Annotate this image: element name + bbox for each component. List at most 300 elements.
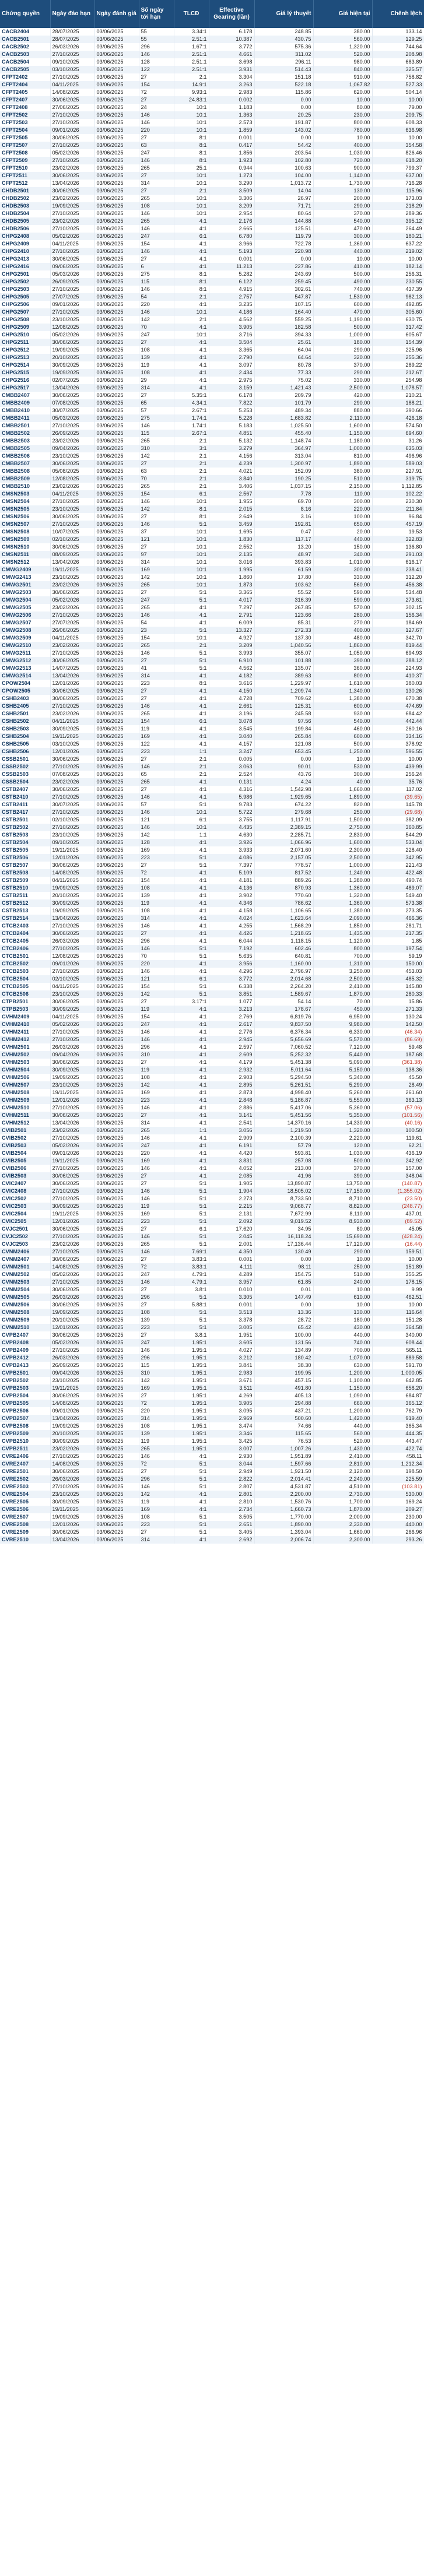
- theoretical-price-cell: 489.34: [254, 407, 313, 414]
- conversion-ratio-cell: 8:1: [174, 505, 209, 513]
- conversion-ratio-cell: 5:1: [174, 596, 209, 604]
- days-to-expiry-cell: 296: [139, 1043, 174, 1051]
- price-difference-cell: 35.76: [372, 778, 424, 786]
- warrant-code-cell: CMSN2509: [0, 536, 50, 543]
- valuation-date-cell: 03/06/2025: [94, 1354, 139, 1362]
- expiry-date-cell: 14/08/2025: [50, 1460, 94, 1468]
- current-price-cell: 280.00: [313, 612, 372, 619]
- theoretical-price-cell: 5,186.87: [254, 1097, 313, 1104]
- effective-gearing-cell: 4.728: [209, 695, 254, 702]
- conversion-ratio-cell: 4:1: [174, 922, 209, 930]
- table-row: [0, 1513, 424, 1521]
- theoretical-price-cell: 2,014.68: [254, 975, 313, 983]
- current-price-cell: 820.00: [313, 801, 372, 809]
- expiry-date-cell: 23/10/2025: [50, 1081, 94, 1089]
- effective-gearing-cell: 2.524: [209, 771, 254, 778]
- table-row: [0, 437, 424, 445]
- warrant-code-cell: CHPG2505: [0, 293, 50, 301]
- days-to-expiry-cell: 146: [139, 1187, 174, 1195]
- days-to-expiry-cell: 108: [139, 202, 174, 210]
- effective-gearing-cell: 10.387: [209, 36, 254, 43]
- valuation-date-cell: 03/06/2025: [94, 1422, 139, 1430]
- effective-gearing-cell: 2.954: [209, 210, 254, 217]
- current-price-cell: 590.00: [313, 596, 372, 604]
- table-row: [0, 180, 424, 187]
- valuation-date-cell: 03/06/2025: [94, 210, 139, 217]
- price-difference-cell: 527.33: [372, 81, 424, 89]
- days-to-expiry-cell: 265: [139, 1445, 174, 1453]
- expiry-date-cell: 13/04/2026: [50, 558, 94, 566]
- warrant-code-cell: CMWG2510: [0, 642, 50, 649]
- days-to-expiry-cell: 265: [139, 710, 174, 718]
- warrant-code-cell: CVRE2407: [0, 1460, 50, 1468]
- valuation-date-cell: 03/06/2025: [94, 1248, 139, 1256]
- current-price-cell: 2,730.00: [313, 1491, 372, 1498]
- current-price-cell: 5,150.00: [313, 1066, 372, 1074]
- effective-gearing-cell: 3.212: [209, 1354, 254, 1362]
- warrant-code-cell: CVPB2413: [0, 1362, 50, 1369]
- conversion-ratio-cell: 3.17:1: [174, 998, 209, 1006]
- conversion-ratio-cell: 5:1: [174, 1475, 209, 1483]
- effective-gearing-cell: 17.620: [209, 1225, 254, 1233]
- header-expiry-date: Ngày đáo hạn: [50, 0, 94, 28]
- days-to-expiry-cell: 27: [139, 96, 174, 104]
- current-price-cell: 1,850.00: [313, 922, 372, 930]
- valuation-date-cell: 03/06/2025: [94, 369, 139, 377]
- valuation-date-cell: 03/06/2025: [94, 604, 139, 612]
- price-difference-cell: 230.55: [372, 278, 424, 286]
- warrant-code-cell: CMBB2410: [0, 407, 50, 414]
- days-to-expiry-cell: 27: [139, 687, 174, 695]
- price-difference-cell: 436.19: [372, 1150, 424, 1157]
- table-row: [0, 558, 424, 566]
- current-price-cell: 1,380.00: [313, 907, 372, 915]
- theoretical-price-cell: 770.60: [254, 892, 313, 899]
- table-row: [0, 331, 424, 339]
- price-difference-cell: 716.28: [372, 180, 424, 187]
- expiry-date-cell: 14/08/2025: [50, 89, 94, 96]
- theoretical-price-cell: 203.54: [254, 149, 313, 157]
- expiry-date-cell: 19/09/2025: [50, 1074, 94, 1081]
- warrant-code-cell: CMBB2409: [0, 399, 50, 407]
- days-to-expiry-cell: 27: [139, 1112, 174, 1119]
- price-difference-cell: 636.98: [372, 126, 424, 134]
- days-to-expiry-cell: 27: [139, 1392, 174, 1400]
- valuation-date-cell: 03/06/2025: [94, 1453, 139, 1460]
- valuation-date-cell: 03/06/2025: [94, 96, 139, 104]
- price-difference-cell: 762.79: [372, 1407, 424, 1415]
- expiry-date-cell: 30/06/2025: [50, 172, 94, 180]
- warrant-code-cell: CSSB2504: [0, 778, 50, 786]
- effective-gearing-cell: 4.661: [209, 51, 254, 58]
- table-row: [0, 771, 424, 778]
- days-to-expiry-cell: 265: [139, 437, 174, 445]
- days-to-expiry-cell: 265: [139, 581, 174, 589]
- price-difference-cell: 982.13: [372, 293, 424, 301]
- effective-gearing-cell: 3.616: [209, 680, 254, 687]
- table-row: [0, 301, 424, 308]
- days-to-expiry-cell: 139: [139, 1316, 174, 1324]
- valuation-date-cell: 03/06/2025: [94, 134, 139, 142]
- valuation-date-cell: 03/06/2025: [94, 831, 139, 839]
- price-difference-cell: 221.43: [372, 862, 424, 869]
- theoretical-price-cell: 364.97: [254, 445, 313, 452]
- price-difference-cell: 273.61: [372, 596, 424, 604]
- effective-gearing-cell: 4.630: [209, 831, 254, 839]
- warrant-code-cell: CMWG2506: [0, 612, 50, 619]
- expiry-date-cell: 26/03/2026: [50, 43, 94, 51]
- price-difference-cell: 280.33: [372, 990, 424, 998]
- conversion-ratio-cell: 10:1: [174, 543, 209, 551]
- conversion-ratio-cell: 10:1: [174, 824, 209, 831]
- effective-gearing-cell: 3.511: [209, 1384, 254, 1392]
- current-price-cell: 590.00: [313, 589, 372, 596]
- table-row: [0, 1422, 424, 1430]
- expiry-date-cell: 30/06/2025: [50, 134, 94, 142]
- table-row: [0, 831, 424, 839]
- price-difference-cell: (16.44): [372, 1240, 424, 1248]
- price-difference-cell: 474.69: [372, 702, 424, 710]
- days-to-expiry-cell: 41: [139, 665, 174, 672]
- warrant-code-cell: CVPB2501: [0, 1369, 50, 1377]
- theoretical-price-cell: 80.64: [254, 210, 313, 217]
- theoretical-price-cell: 272.33: [254, 627, 313, 634]
- expiry-date-cell: 30/06/2025: [50, 1392, 94, 1400]
- current-price-cell: 1,180.00: [313, 437, 372, 445]
- effective-gearing-cell: 3.159: [209, 384, 254, 392]
- conversion-ratio-cell: 5:1: [174, 1187, 209, 1195]
- expiry-date-cell: 13/04/2026: [50, 915, 94, 922]
- expiry-date-cell: 26/03/2026: [50, 937, 94, 945]
- expiry-date-cell: 28/07/2025: [50, 36, 94, 43]
- price-difference-cell: 637.00: [372, 172, 424, 180]
- theoretical-price-cell: 101.79: [254, 399, 313, 407]
- days-to-expiry-cell: 247: [139, 233, 174, 240]
- current-price-cell: 10.00: [313, 134, 372, 142]
- table-row: [0, 1112, 424, 1119]
- effective-gearing-cell: 0.002: [209, 96, 254, 104]
- price-difference-cell: 340.00: [372, 1331, 424, 1339]
- price-difference-cell: 355.25: [372, 1271, 424, 1278]
- theoretical-price-cell: 54.42: [254, 142, 313, 149]
- effective-gearing-cell: 3.509: [209, 187, 254, 195]
- conversion-ratio-cell: 4:1: [174, 1021, 209, 1028]
- expiry-date-cell: 05/02/2026: [50, 1339, 94, 1347]
- current-price-cell: 220.00: [313, 505, 372, 513]
- conversion-ratio-cell: 4:1: [174, 346, 209, 354]
- table-row: [0, 1097, 424, 1104]
- theoretical-price-cell: 1,589.67: [254, 990, 313, 998]
- theoretical-price-cell: 1,921.50: [254, 1468, 313, 1475]
- theoretical-price-cell: 34.95: [254, 1225, 313, 1233]
- table-row: [0, 945, 424, 953]
- table-row: [0, 1006, 424, 1013]
- price-difference-cell: 208.98: [372, 51, 424, 58]
- effective-gearing-cell: 2.552: [209, 543, 254, 551]
- valuation-date-cell: 03/06/2025: [94, 1225, 139, 1233]
- days-to-expiry-cell: 154: [139, 983, 174, 990]
- effective-gearing-cell: 3.993: [209, 649, 254, 657]
- warrant-code-cell: CMWG2512: [0, 657, 50, 665]
- current-price-cell: 200.00: [313, 195, 372, 202]
- price-difference-cell: 533.04: [372, 839, 424, 846]
- table-row: [0, 763, 424, 771]
- conversion-ratio-cell: 4:1: [174, 240, 209, 248]
- current-price-cell: 700.00: [313, 1347, 372, 1354]
- expiry-date-cell: 09/04/2026: [50, 445, 94, 452]
- valuation-date-cell: 03/06/2025: [94, 513, 139, 521]
- effective-gearing-cell: 4.435: [209, 824, 254, 831]
- expiry-date-cell: 27/10/2025: [50, 968, 94, 975]
- valuation-date-cell: 03/06/2025: [94, 680, 139, 687]
- valuation-date-cell: 03/06/2025: [94, 1460, 139, 1468]
- effective-gearing-cell: 2.790: [209, 354, 254, 361]
- conversion-ratio-cell: 2.51:1: [174, 66, 209, 73]
- current-price-cell: 2,120.00: [313, 1468, 372, 1475]
- table-row: [0, 316, 424, 324]
- effective-gearing-cell: 2.983: [209, 89, 254, 96]
- current-price-cell: 570.00: [313, 604, 372, 612]
- warrant-code-cell: CFPT2509: [0, 157, 50, 164]
- valuation-date-cell: 03/06/2025: [94, 786, 139, 793]
- conversion-ratio-cell: 4:1: [174, 369, 209, 377]
- expiry-date-cell: 27/10/2025: [50, 945, 94, 953]
- warrant-code-cell: CVPB2502: [0, 1377, 50, 1384]
- effective-gearing-cell: 3.505: [209, 1513, 254, 1521]
- price-difference-cell: 322.83: [372, 536, 424, 543]
- effective-gearing-cell: 1.856: [209, 149, 254, 157]
- table-row: [0, 1089, 424, 1097]
- table-row: [0, 665, 424, 672]
- price-difference-cell: 573.38: [372, 899, 424, 907]
- days-to-expiry-cell: 154: [139, 490, 174, 498]
- theoretical-price-cell: 227.86: [254, 263, 313, 270]
- valuation-date-cell: 03/06/2025: [94, 195, 139, 202]
- theoretical-price-cell: 74.66: [254, 1422, 313, 1430]
- effective-gearing-cell: 6.780: [209, 233, 254, 240]
- valuation-date-cell: 03/06/2025: [94, 437, 139, 445]
- conversion-ratio-cell: 1.74:1: [174, 422, 209, 430]
- effective-gearing-cell: 5.109: [209, 869, 254, 877]
- price-difference-cell: 395.12: [372, 217, 424, 225]
- effective-gearing-cell: 3.304: [209, 73, 254, 81]
- days-to-expiry-cell: 265: [139, 778, 174, 786]
- warrant-code-cell: CMSN2505: [0, 505, 50, 513]
- days-to-expiry-cell: 310: [139, 1369, 174, 1377]
- current-price-cell: 460.00: [313, 725, 372, 733]
- table-row: [0, 498, 424, 505]
- theoretical-price-cell: 199.84: [254, 725, 313, 733]
- valuation-date-cell: 03/06/2025: [94, 1384, 139, 1392]
- current-price-cell: 2,110.00: [313, 414, 372, 422]
- effective-gearing-cell: 4.296: [209, 968, 254, 975]
- valuation-date-cell: 03/06/2025: [94, 1134, 139, 1142]
- warrant-code-cell: CHPG2416: [0, 263, 50, 270]
- current-price-cell: 4,510.00: [313, 1483, 372, 1491]
- days-to-expiry-cell: 27: [139, 657, 174, 665]
- valuation-date-cell: 03/06/2025: [94, 202, 139, 210]
- theoretical-price-cell: 61.85: [254, 1278, 313, 1286]
- conversion-ratio-cell: 2:1: [174, 460, 209, 468]
- theoretical-price-cell: 1,229.97: [254, 680, 313, 687]
- warrant-code-cell: CHDB2503: [0, 202, 50, 210]
- days-to-expiry-cell: 223: [139, 680, 174, 687]
- theoretical-price-cell: 9,837.50: [254, 1021, 313, 1028]
- expiry-date-cell: 27/10/2025: [50, 210, 94, 217]
- valuation-date-cell: 03/06/2025: [94, 1119, 139, 1127]
- days-to-expiry-cell: 146: [139, 225, 174, 233]
- expiry-date-cell: 30/06/2025: [50, 1225, 94, 1233]
- theoretical-price-cell: 6,376.34: [254, 1028, 313, 1036]
- warrant-code-cell: CVHM2412: [0, 1036, 50, 1043]
- effective-gearing-cell: 2.131: [209, 1210, 254, 1218]
- effective-gearing-cell: 7.192: [209, 945, 254, 953]
- theoretical-price-cell: 778.57: [254, 862, 313, 869]
- effective-gearing-cell: 4.024: [209, 915, 254, 922]
- warrant-code-cell: CHPG2513: [0, 354, 50, 361]
- conversion-ratio-cell: 5:1: [174, 1233, 209, 1240]
- effective-gearing-cell: 2.567: [209, 490, 254, 498]
- table-row: [0, 1104, 424, 1112]
- warrant-code-cell: CMWG2508: [0, 627, 50, 634]
- conversion-ratio-cell: 1.95:1: [174, 1339, 209, 1347]
- table-row: [0, 581, 424, 589]
- effective-gearing-cell: 2.617: [209, 1021, 254, 1028]
- conversion-ratio-cell: 5:1: [174, 665, 209, 672]
- theoretical-price-cell: 0.00: [254, 1256, 313, 1263]
- theoretical-price-cell: 265.84: [254, 733, 313, 740]
- days-to-expiry-cell: 247: [139, 1142, 174, 1150]
- conversion-ratio-cell: 5:1: [174, 1528, 209, 1536]
- theoretical-price-cell: 7,060.52: [254, 1043, 313, 1051]
- current-price-cell: 5,350.00: [313, 1112, 372, 1119]
- days-to-expiry-cell: 72: [139, 1400, 174, 1407]
- effective-gearing-cell: 4.158: [209, 907, 254, 915]
- effective-gearing-cell: 3.933: [209, 846, 254, 854]
- warrant-code-cell: CVRE2503: [0, 1483, 50, 1491]
- conversion-ratio-cell: 1.95:1: [174, 1415, 209, 1422]
- expiry-date-cell: 23/02/2026: [50, 195, 94, 202]
- expiry-date-cell: 23/02/2026: [50, 604, 94, 612]
- effective-gearing-cell: 3.605: [209, 1339, 254, 1347]
- table-row: [0, 1225, 424, 1233]
- table-row: [0, 884, 424, 892]
- warrant-code-cell: CMBB2505: [0, 445, 50, 452]
- table-row: [0, 702, 424, 710]
- conversion-ratio-cell: 4:1: [174, 225, 209, 233]
- days-to-expiry-cell: 6: [139, 263, 174, 270]
- theoretical-price-cell: 1,770.00: [254, 1513, 313, 1521]
- theoretical-price-cell: 125.51: [254, 225, 313, 233]
- conversion-ratio-cell: 10:1: [174, 634, 209, 642]
- current-price-cell: 440.00: [313, 248, 372, 255]
- warrant-code-cell: CSTB2503: [0, 831, 50, 839]
- price-difference-cell: 133.14: [372, 28, 424, 36]
- table-row: [0, 233, 424, 240]
- warrant-code-cell: CMSN2511: [0, 551, 50, 558]
- expiry-date-cell: 23/10/2025: [50, 831, 94, 839]
- days-to-expiry-cell: 247: [139, 1339, 174, 1347]
- valuation-date-cell: 03/06/2025: [94, 89, 139, 96]
- conversion-ratio-cell: 7.69:1: [174, 1248, 209, 1256]
- table-row: [0, 710, 424, 718]
- days-to-expiry-cell: 119: [139, 361, 174, 369]
- valuation-date-cell: 03/06/2025: [94, 1445, 139, 1453]
- price-difference-cell: 630.75: [372, 316, 424, 324]
- valuation-date-cell: 03/06/2025: [94, 475, 139, 483]
- current-price-cell: 10.00: [313, 1256, 372, 1263]
- warrant-code-cell: CMBB2509: [0, 475, 50, 483]
- table-row: [0, 1043, 424, 1051]
- price-difference-cell: 187.68: [372, 1051, 424, 1059]
- theoretical-price-cell: 115.65: [254, 1430, 313, 1438]
- theoretical-price-cell: 180.42: [254, 1354, 313, 1362]
- current-price-cell: 620.00: [313, 89, 372, 96]
- expiry-date-cell: 30/06/2025: [50, 1468, 94, 1475]
- warrant-code-cell: CMWG2507: [0, 619, 50, 627]
- warrant-code-cell: CVPB2409: [0, 1347, 50, 1354]
- warrant-code-cell: CHPG2515: [0, 369, 50, 377]
- warrant-code-cell: CVRE2509: [0, 1528, 50, 1536]
- conversion-ratio-cell: 8:1: [174, 134, 209, 142]
- valuation-date-cell: 03/06/2025: [94, 687, 139, 695]
- table-row: [0, 384, 424, 392]
- table-row: [0, 1384, 424, 1392]
- price-difference-cell: 142.50: [372, 1021, 424, 1028]
- conversion-ratio-cell: 4:1: [174, 733, 209, 740]
- table-row: [0, 1165, 424, 1172]
- effective-gearing-cell: 3.405: [209, 1528, 254, 1536]
- theoretical-price-cell: 107.15: [254, 301, 313, 308]
- expiry-date-cell: 27/10/2025: [50, 111, 94, 119]
- days-to-expiry-cell: 108: [139, 1074, 174, 1081]
- conversion-ratio-cell: 4:1: [174, 1453, 209, 1460]
- current-price-cell: 1,100.00: [313, 1377, 372, 1384]
- theoretical-price-cell: 1,890.00: [254, 1521, 313, 1528]
- table-row: [0, 255, 424, 263]
- warrant-code-cell: CSHB2504: [0, 733, 50, 740]
- warrant-code-cell: CMWG2511: [0, 649, 50, 657]
- conversion-ratio-cell: 8:1: [174, 142, 209, 149]
- valuation-date-cell: 03/06/2025: [94, 1521, 139, 1528]
- valuation-date-cell: 03/06/2025: [94, 581, 139, 589]
- effective-gearing-cell: 1.859: [209, 126, 254, 134]
- expiry-date-cell: 02/10/2025: [50, 975, 94, 983]
- valuation-date-cell: 03/06/2025: [94, 1074, 139, 1081]
- valuation-date-cell: 03/06/2025: [94, 81, 139, 89]
- table-row: [0, 308, 424, 316]
- table-row: [0, 846, 424, 854]
- days-to-expiry-cell: 142: [139, 1377, 174, 1384]
- days-to-expiry-cell: 146: [139, 51, 174, 58]
- table-row: [0, 824, 424, 831]
- expiry-date-cell: 13/04/2026: [50, 180, 94, 187]
- current-price-cell: 150.00: [313, 543, 372, 551]
- warrant-code-cell: CVHM2504: [0, 1066, 50, 1074]
- effective-gearing-cell: 4.562: [209, 316, 254, 324]
- theoretical-price-cell: 2,014.41: [254, 1475, 313, 1483]
- current-price-cell: 740.00: [313, 1339, 372, 1347]
- theoretical-price-cell: 13,890.87: [254, 1180, 313, 1187]
- table-row: [0, 672, 424, 680]
- current-price-cell: 500.00: [313, 324, 372, 331]
- theoretical-price-cell: 0.00: [254, 255, 313, 263]
- effective-gearing-cell: 3.279: [209, 445, 254, 452]
- valuation-date-cell: 03/06/2025: [94, 384, 139, 392]
- conversion-ratio-cell: 2:1: [174, 755, 209, 763]
- theoretical-price-cell: 190.25: [254, 475, 313, 483]
- effective-gearing-cell: 3.213: [209, 1006, 254, 1013]
